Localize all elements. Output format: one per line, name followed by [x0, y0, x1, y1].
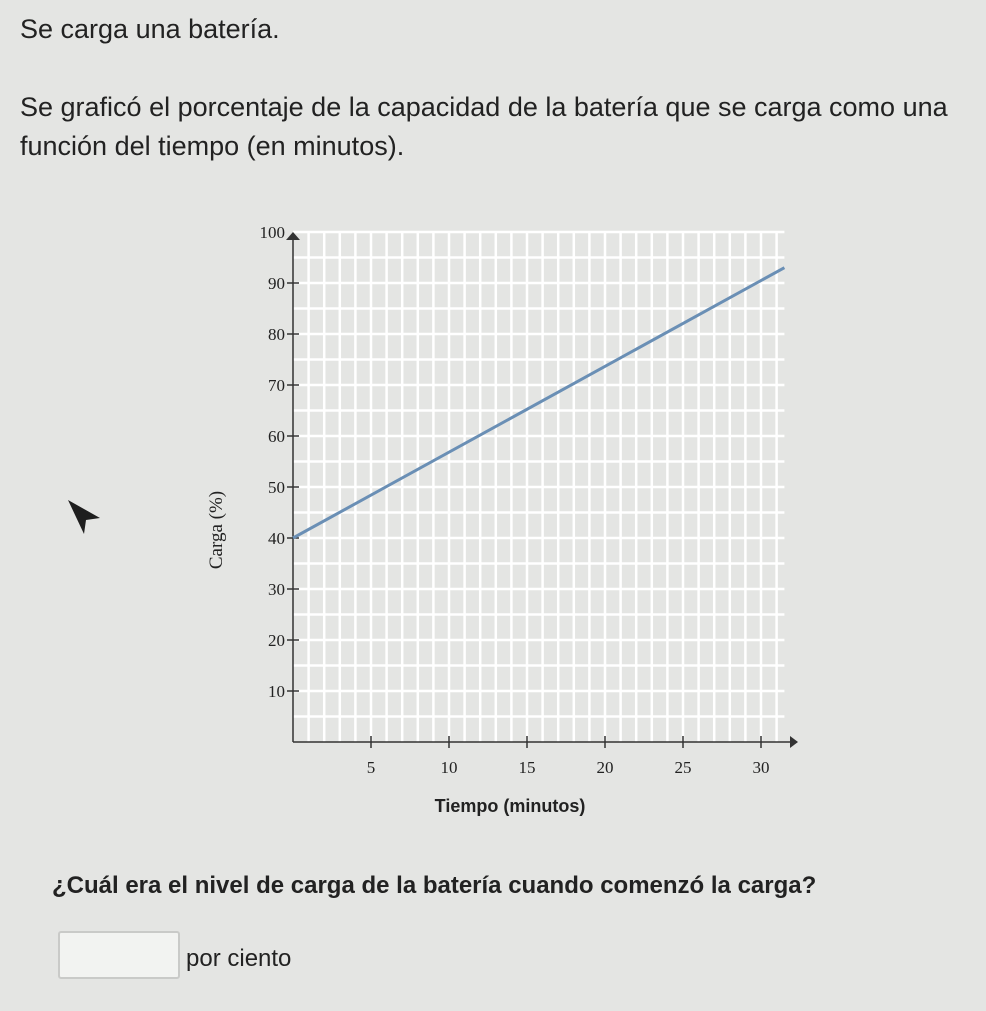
y-tick-label: 20: [268, 631, 285, 650]
problem-title: Se carga una batería.: [20, 14, 280, 44]
y-tick-label: 30: [268, 580, 285, 599]
chart-ticks: [260, 223, 770, 777]
problem-description: Se graficó el porcentaje de la capacidad de la batería que se carga como una función del tiempo (en minutos).: [20, 92, 948, 161]
x-tick-label: 30: [752, 758, 770, 777]
y-tick-label: 40: [268, 529, 285, 548]
y-tick-label: 80: [268, 325, 285, 344]
y-tick-label: 90: [268, 274, 285, 293]
x-tick-label: 25: [674, 758, 692, 777]
x-axis-arrow: [790, 736, 798, 748]
x-tick-label: 15: [518, 758, 536, 777]
y-tick-label: 70: [268, 376, 285, 395]
x-tick-label: 10: [440, 758, 458, 777]
y-tick-label: 50: [268, 478, 285, 497]
x-tick-label: 5: [366, 758, 376, 777]
answer-unit-label: por ciento: [186, 945, 292, 972]
y-tick-label: 10: [268, 682, 285, 701]
y-tick-label: 100: [259, 223, 285, 242]
y-axis-label: Carga (%): [206, 490, 227, 570]
x-tick-label: 20: [596, 758, 614, 777]
mouse-pointer-icon: [68, 500, 108, 540]
x-axis-label: Tiempo (minutos): [434, 796, 586, 816]
question-text: ¿Cuál era el nivel de carga de la batería cuando comenzó la carga?: [52, 872, 817, 899]
answer-input[interactable]: [58, 931, 180, 979]
y-tick-label: 60: [268, 427, 285, 446]
